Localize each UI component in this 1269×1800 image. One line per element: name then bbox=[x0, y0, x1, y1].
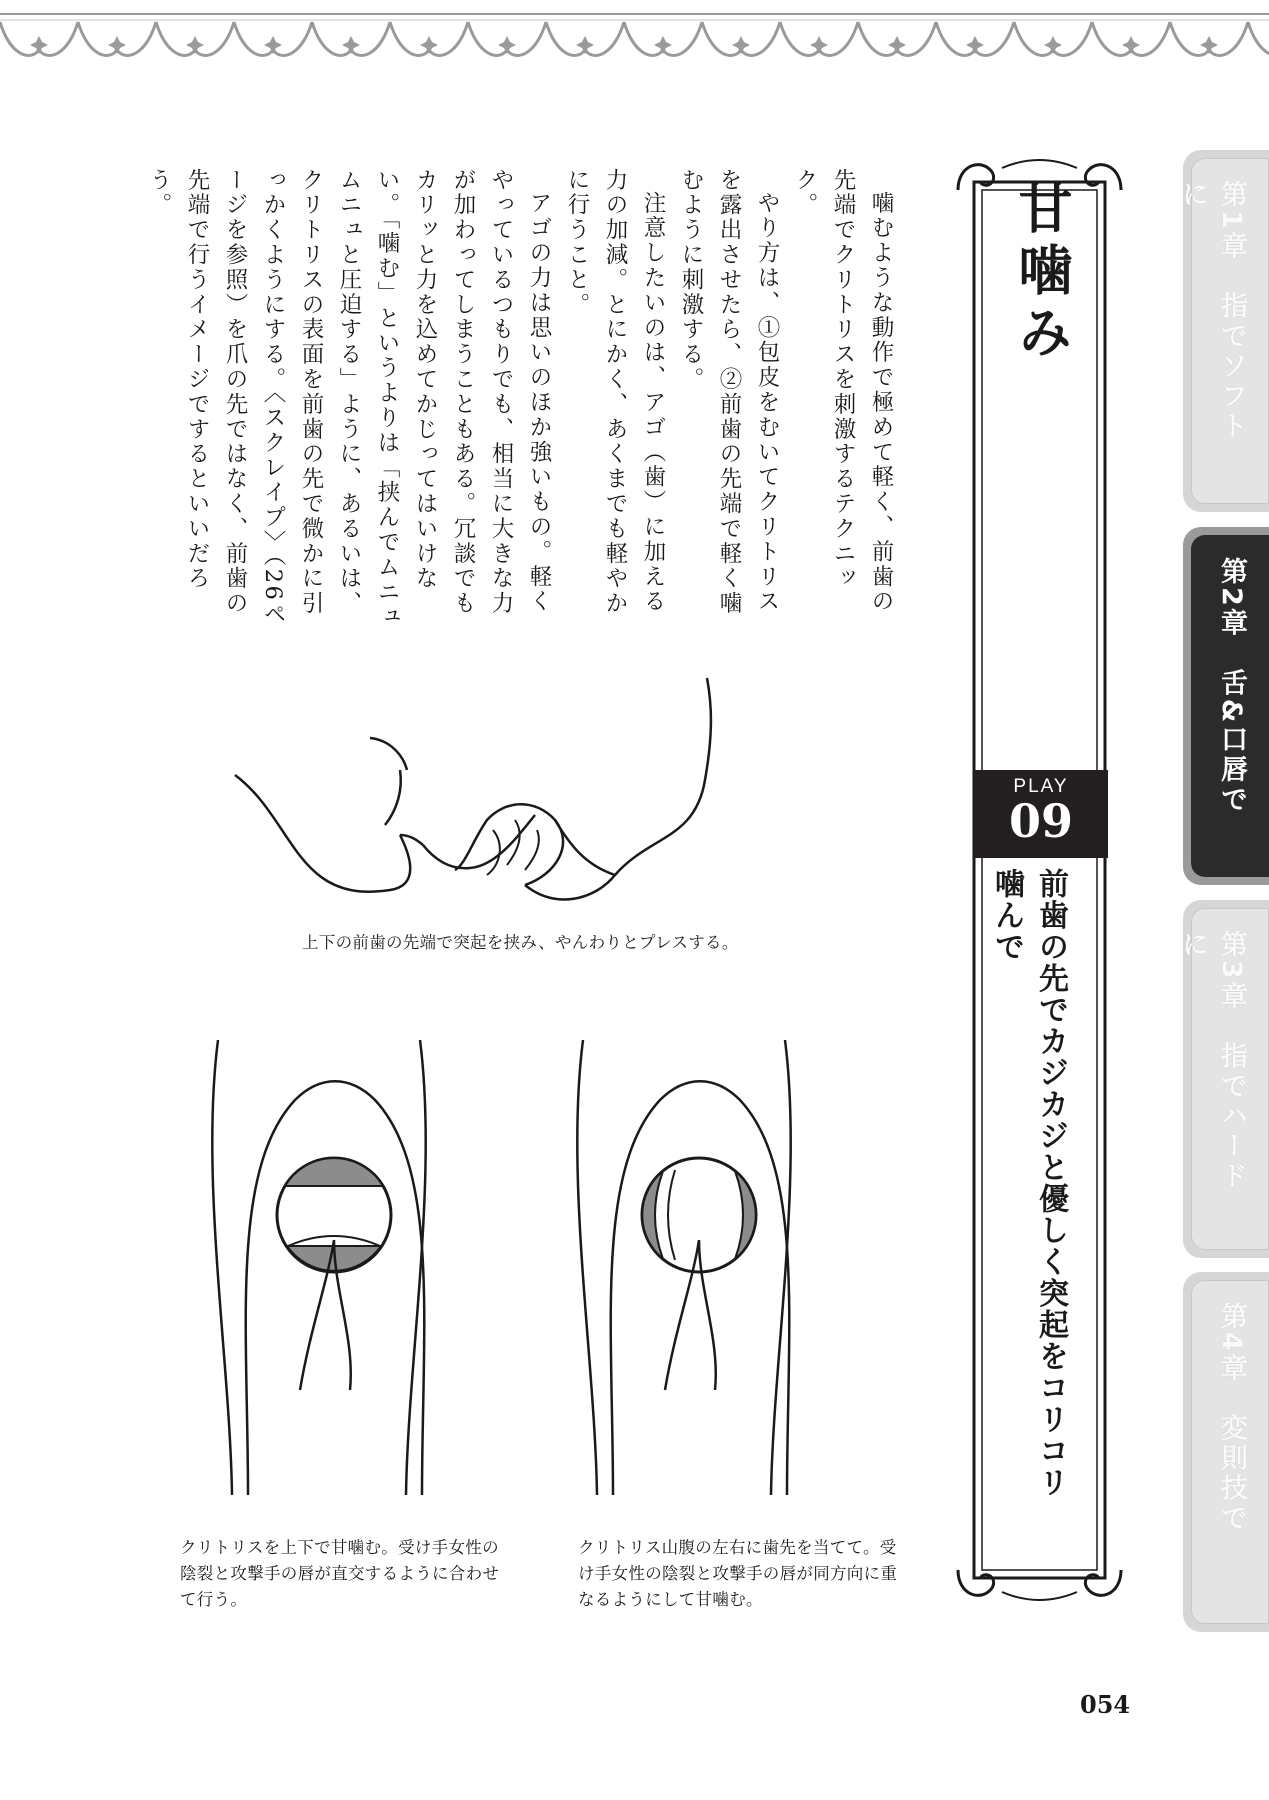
body-paragraph-2: やり方は、①包皮をむいてクリトリスを露出させたら、②前歯の先端で軽く噛むように刺激する。 bbox=[678, 168, 780, 617]
illustration-front-view-left bbox=[200, 1030, 470, 1500]
article-title: 甘噛み bbox=[1010, 180, 1073, 366]
chapter-tab-3-label: 第3章 指でハードに bbox=[1177, 930, 1247, 1192]
chapter-tab-1-label: 第1章 指でソフトに bbox=[1177, 180, 1247, 442]
chapter-tab-2-label: 第2章 舌&口唇で bbox=[1216, 557, 1247, 816]
page-number: 054 bbox=[1080, 1690, 1131, 1719]
body-text bbox=[130, 168, 900, 638]
chapter-tab-1[interactable] bbox=[1177, 150, 1269, 512]
illustration-front-view-right bbox=[565, 1030, 835, 1500]
caption-right-illustration: クリトリス山腹の左右に歯先を当てて。受け手女性の陰裂と攻撃手の唇が同方向に重なるようにして甘噛む。 bbox=[578, 1538, 898, 1609]
decorative-top-border bbox=[0, 0, 1269, 80]
play-badge bbox=[974, 770, 1108, 858]
article-subtitle: 前歯の先でカジカジと優しく突起をコリコリ噛んで bbox=[989, 868, 1068, 1498]
body-paragraph-4: アゴの力は思いのほか強いもの。軽くやっているつもりでも、相当に大きな力が加わってしまうこともある。冗談でもカリッと力を込めてかじってはいけない。「噛む」というよりは「挟んでムニュムニュと圧迫する」ように、あるいは、クリトリスの表面を前歯の先で微かに引っかくようにする。〈スクレイプ〉（26ページを参照）を爪の先ではなく、前歯の先端で行うイメージでするといいだろう。 bbox=[146, 168, 552, 630]
chapter-tab-4-label: 第4章 変則技で bbox=[1216, 1302, 1247, 1534]
body-paragraph-3: 注意したいのは、アゴ（歯）に加える力の加減。とにかく、あくまでも軽やかに行うこと。 bbox=[564, 168, 666, 617]
chapter-tab-3[interactable] bbox=[1177, 900, 1269, 1258]
chapter-tab-2[interactable] bbox=[1183, 527, 1269, 885]
play-number: 09 bbox=[1008, 794, 1073, 848]
caption-left-illustration: クリトリスを上下で甘噛む。受け手女性の陰裂と攻撃手の唇が直交するように合わせて行う。 bbox=[180, 1538, 500, 1609]
chapter-tab-4[interactable] bbox=[1183, 1272, 1269, 1632]
caption-top-illustration: 上下の前歯の先端で突起を挟み、やんわりとプレスする。 bbox=[302, 933, 739, 952]
play-label: PLAY bbox=[1013, 776, 1069, 797]
body-paragraph-1: 噛むような動作で極めて軽く、前歯の先端でクリトリスを刺激するテクニック。 bbox=[792, 168, 894, 614]
illustration-side-view bbox=[225, 670, 845, 920]
